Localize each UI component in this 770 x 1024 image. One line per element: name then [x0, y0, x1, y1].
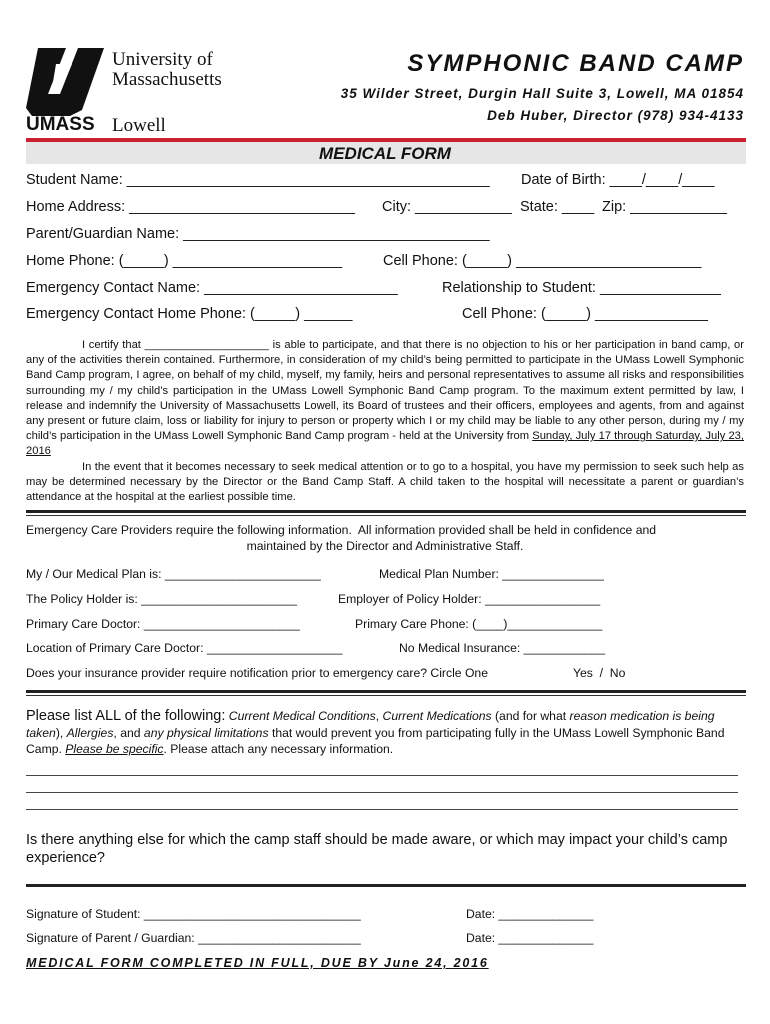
- relationship-field[interactable]: Relationship to Student: _______________: [442, 280, 721, 296]
- hospital-permission-text: In the event that it becomes necessary to seek medical attention or to go to a hospital, you have my permission to seek such help as may be determined necessary by the Director or the Band Camp Staff. A child taken to the hospital will necessitate a parent or guardian’s attendance at the hospital at the earliest possible time.: [26, 460, 744, 504]
- plan-number-field[interactable]: Medical Plan Number: _______________: [379, 567, 604, 581]
- employer-field[interactable]: Employer of Policy Holder: _________________: [338, 592, 601, 606]
- due-date-note: MEDICAL FORM COMPLETED IN FULL, DUE BY June 24, 2016: [26, 956, 489, 970]
- allergies-label: Allergies: [66, 725, 114, 740]
- certification-paragraph: [26, 338, 744, 505]
- umass-u-mark-icon: [26, 48, 106, 116]
- guardian-signature-field[interactable]: Signature of Parent / Guardian: ________________________: [26, 931, 361, 945]
- logo-line-lowell: Lowell: [112, 115, 166, 136]
- medical-plan-field[interactable]: My / Our Medical Plan is: _______________________: [26, 567, 321, 581]
- guardian-signature-date[interactable]: Date: ______________: [466, 931, 594, 945]
- yes-no-choice[interactable]: Yes / No: [573, 666, 626, 680]
- camp-director: Deb Huber, Director (978) 934-4133: [487, 108, 744, 123]
- list-and: , and: [113, 725, 144, 740]
- section-divider-2: [26, 690, 746, 693]
- answer-line-2[interactable]: [26, 792, 738, 793]
- city-field[interactable]: City: ____________: [382, 199, 512, 215]
- be-specific: Please be specific: [65, 742, 164, 757]
- state-field[interactable]: State: ____: [520, 199, 595, 215]
- emergency-contact-name-field[interactable]: Emergency Contact Name: ________________________: [26, 280, 398, 296]
- cell-phone-field[interactable]: Cell Phone: (_____) _______________________: [383, 253, 702, 269]
- medications-label: Current Medications: [382, 709, 492, 723]
- logo-line-massachusetts: Massachusetts: [112, 69, 222, 90]
- primary-care-phone-field[interactable]: Primary Care Phone: (____)______________: [355, 617, 603, 631]
- student-name-field[interactable]: Student Name: _____________________________________________: [26, 172, 490, 188]
- zip-field[interactable]: Zip: ____________: [602, 199, 727, 215]
- date-of-birth-field[interactable]: Date of Birth: ____/____/____: [521, 172, 715, 188]
- anything-else-question: Is there anything else for which the camp staff should be made aware, or which may impact your child’s camp experience?: [26, 832, 728, 866]
- section-divider-2-thin: [26, 695, 746, 696]
- conditions-label: Current Medical Conditions: [228, 709, 376, 723]
- answer-line-1[interactable]: [26, 775, 738, 776]
- student-signature-date[interactable]: Date: ______________: [466, 907, 594, 921]
- form-title: MEDICAL FORM: [319, 144, 451, 163]
- logo-line-university: University of: [112, 49, 213, 70]
- camp-address: 35 Wilder Street, Durgin Hall Suite 3, Lowell, MA 01854: [340, 86, 744, 101]
- home-address-field[interactable]: Home Address: ____________________________: [26, 199, 355, 215]
- certification-text: I certify that ____________________ is able to participate, and that there is no objection to his or her participation in band camp, or any of the activities therein contained. Furthermore, in consideration of my child’s being permitted to participate in the UMass Lowell Symphonic Band Camp program, I agree, on behalf of my child, myself, my family, heirs and personal representatives to assume all risks and responsibilities surrounding my / my child’s participation in the UMass Lowell Symphonic Band Camp program. To the maximum extent permitted by law, I release and indemnify the University of Massachusetts Lowell, its Board of trustees and their officers, employees and agents, from and against any present or future claim, loss or liability for injury to person or property which I or my child may be liable to any other person, during my / my child’s participation in the UMass Lowell Symphonic Band Camp program - held at the University from: [26, 339, 744, 443]
- emergency-care-intro: Emergency Care Providers require the following information. All information provided shall be held in confidence and: [26, 523, 657, 537]
- emergency-home-phone-field[interactable]: Emergency Contact Home Phone: (_____) ______: [26, 306, 353, 322]
- section-divider-3: [26, 884, 746, 887]
- student-signature-field[interactable]: Signature of Student: ________________________________: [26, 907, 361, 921]
- section-divider: [26, 510, 746, 513]
- answer-line-3[interactable]: [26, 809, 738, 810]
- no-insurance-field[interactable]: No Medical Insurance: ____________: [399, 641, 605, 655]
- primary-care-doctor-field[interactable]: Primary Care Doctor: _______________________: [26, 617, 300, 631]
- list-close: ),: [55, 725, 67, 740]
- list-rest: that would prevent you from participating fully in the UMass Lowell Symphonic Band Camp.: [26, 725, 725, 757]
- policy-holder-field[interactable]: The Policy Holder is: _______________________: [26, 592, 298, 606]
- notification-question: Does your insurance provider require notification prior to emergency care? Circle One: [26, 666, 488, 680]
- umass-lowell-logo: [26, 48, 226, 136]
- logo-umass: UMASS: [26, 114, 95, 135]
- home-phone-field[interactable]: Home Phone: (_____) _____________________: [26, 253, 343, 269]
- pcp-location-field[interactable]: Location of Primary Care Doctor: ____________________: [26, 641, 343, 655]
- list-for-what: (and for what: [491, 709, 570, 723]
- guardian-name-field[interactable]: Parent/Guardian Name: ______________________________________: [26, 226, 490, 242]
- section-divider-thin: [26, 515, 746, 516]
- camp-dates: Sunday, July 17 through Saturday, July 23, 2016: [26, 430, 744, 458]
- limitations-label: any physical limitations: [143, 725, 269, 740]
- reason-label: reason medication is being taken: [26, 709, 715, 740]
- list-lead: Please list ALL of the following:: [26, 708, 226, 724]
- emergency-care-intro-2: maintained by the Director and Administrative Staff.: [246, 539, 524, 553]
- list-attach: . Please attach any necessary information.: [163, 742, 394, 757]
- camp-title: SYMPHONIC BAND CAMP: [407, 50, 744, 77]
- emergency-cell-phone-field[interactable]: Cell Phone: (_____) ______________: [462, 306, 708, 322]
- list-sep: ,: [375, 709, 383, 723]
- medical-list-instructions: [26, 708, 746, 758]
